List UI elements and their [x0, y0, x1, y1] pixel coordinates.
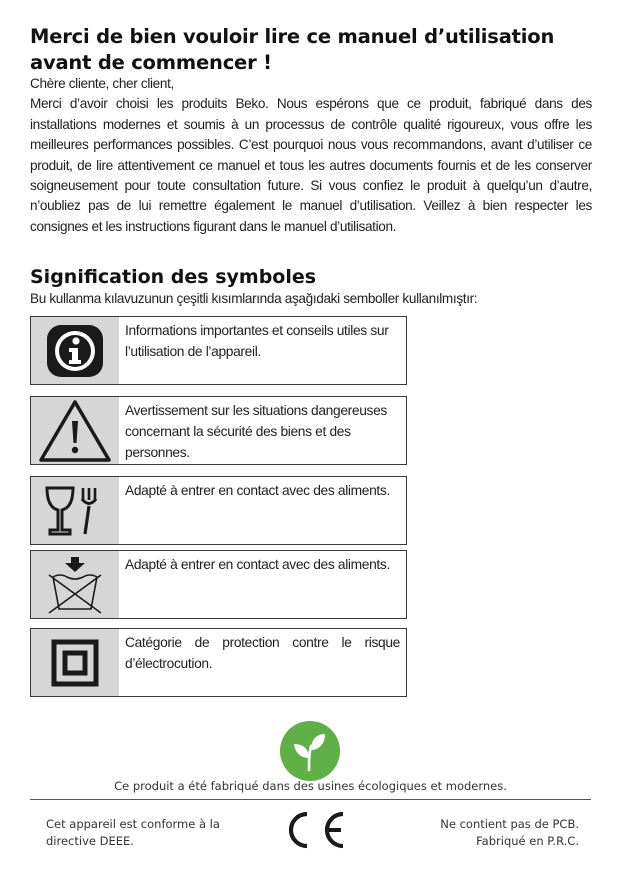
weee-line-2: directive DEEE.: [46, 834, 134, 848]
warning-triangle-icon: [38, 399, 112, 463]
footer-divider: [30, 799, 591, 800]
symbol-text: Adapté à entrer en contact avec des aliments.: [125, 483, 390, 498]
eco-statement: Ce produit a été fabriqué dans des usines écologiques et modernes.: [114, 779, 507, 793]
page-title: Merci de bien vouloir lire ce manuel d’utilisation avant de commencer !: [30, 25, 555, 74]
made-in: Fabriqué en P.R.C.: [476, 834, 579, 848]
symbols-intro: Bu kullanma kılavuzunun çeşitli kısımlarında aşağıdaki semboller kullanılmıştır:: [30, 291, 478, 306]
symbol-text: Catégorie de protection contre le risque d’électrocution.: [125, 635, 400, 671]
eco-leaf-icon: [279, 720, 341, 782]
greeting: Chère cliente, cher client,: [30, 76, 174, 91]
symbol-text: Avertissement sur les situations dangereuses concernant la sécurité des biens et des personnes.: [125, 403, 387, 460]
weee-line-1: Cet appareil est conforme à la: [46, 817, 220, 831]
pcb-statement: Ne contient pas de PCB.: [440, 817, 579, 831]
origin-info: [339, 816, 579, 850]
ce-mark-icon: [277, 810, 347, 850]
symbol-row-nowash: [30, 550, 407, 619]
symbol-text: Informations importantes et conseils utiles sur l’utilisation de l’appareil.: [125, 323, 389, 359]
symbol-row-food: [30, 476, 407, 545]
food-contact-icon: [45, 484, 105, 538]
symbol-row-warning: [30, 396, 407, 465]
symbol-text: Adapté à entrer en contact avec des aliments.: [125, 557, 390, 572]
symbol-row-protection: [30, 628, 407, 697]
symbol-row-info: [30, 316, 407, 385]
weee-compliance: [46, 816, 256, 850]
double-insulation-icon: [50, 638, 100, 688]
intro-paragraph: Merci d’avoir choisi les produits Beko. Nous espérons que ce produit, fabriqué dans des installations modernes et soumis à un processus de contrôle qualité rigoureux, vous offre les meilleures performances possibles. C’est pourquoi nous vous recommandons, avant d’utiliser ce produit, de lire attentivement ce manuel et tous les autres documents fournis et de les conserver soigneusement pour toute consultation future. Si vous confiez le produit à quelqu’un d’autre, n’oubliez pas de lui remettre également le manuel d’utilisation. Veillez à bien respecter les consignes et les instructions figurant dans le manuel d’utilisation.: [30, 96, 592, 234]
info-icon: [43, 323, 107, 379]
no-wash-icon: [45, 555, 105, 615]
intro-block: [30, 74, 592, 237]
symbols-heading: Signification des symboles: [30, 266, 317, 288]
